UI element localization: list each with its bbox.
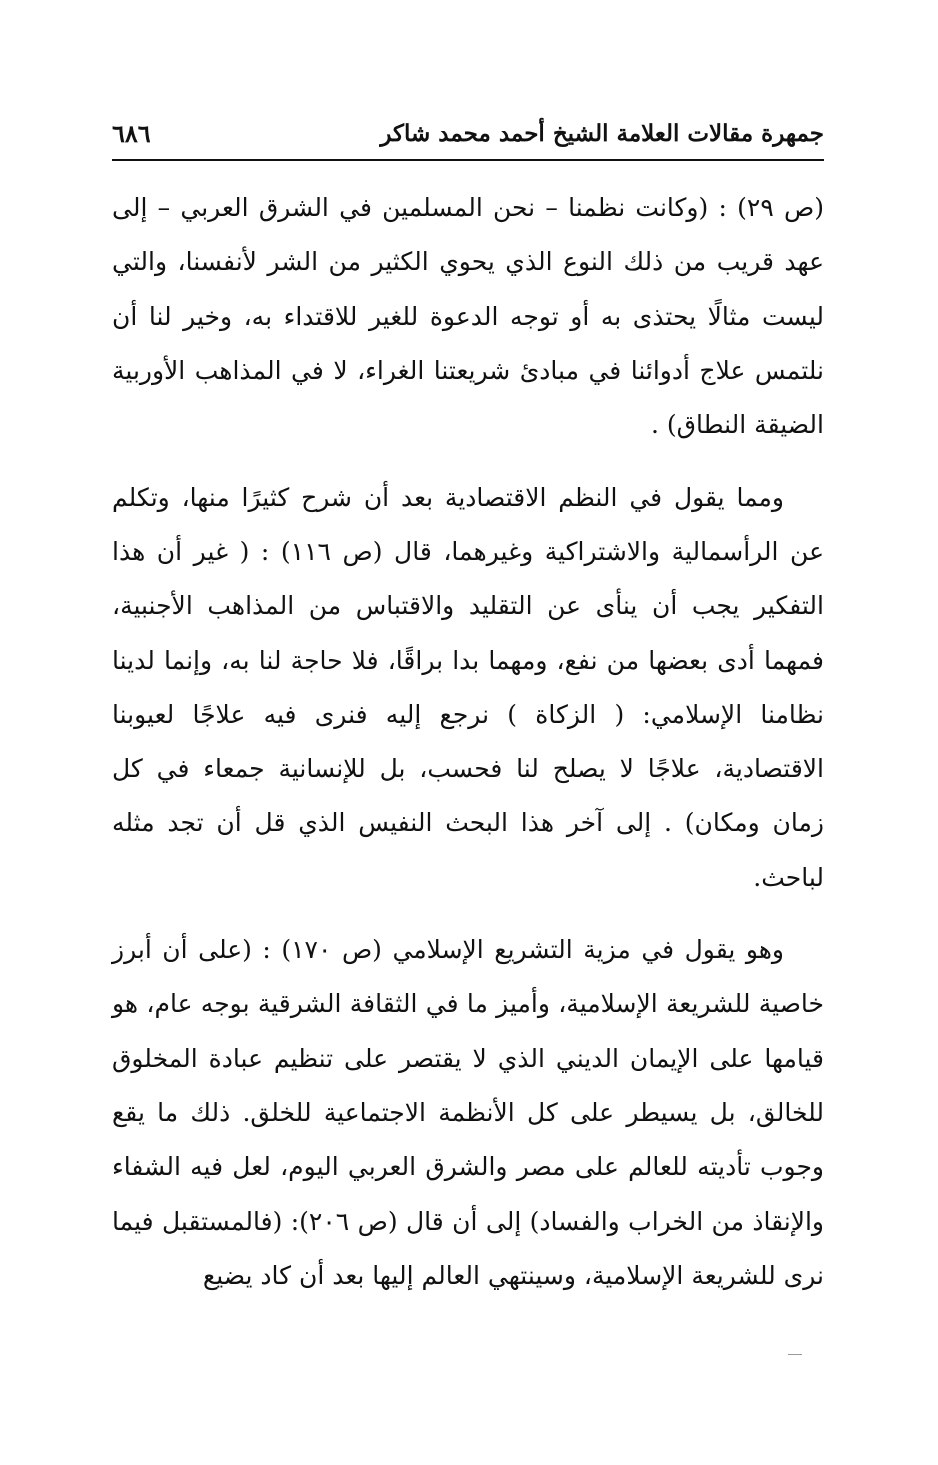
page-body bbox=[112, 181, 824, 1303]
running-title: جمهرة مقالات العلامة الشيخ أحمد محمد شاكر bbox=[380, 120, 824, 148]
running-header bbox=[112, 118, 824, 161]
scan-mark bbox=[788, 1354, 802, 1355]
paragraph-2: ومما يقول في النظم الاقتصادية بعد أن شرح كثيرًا منها، وتكلم عن الرأسمالية والاشتراكية وغيرهما، قال (ص ١١٦) : ( غير أن هذا التفكير يجب أن ينأى عن التقليد والاقتباس من المذاهب الأجنبية، فمهما أدى بعضها من نفع، ومهما بدا براقًا، فلا حاجة لنا به، وإنما لدينا نظامنا الإسلامي: ( الزكاة ) نرجع إليه فنرى فيه علاجًا لعيوبنا الاقتصادية، علاجًا لا يصلح لنا فحسب، بل للإنسانية جمعاء في كل زمان ومكان) . إلى آخر هذا البحث النفيس الذي قل أن تجد مثله لباحث. bbox=[112, 482, 824, 892]
paragraph-1: (ص ٢٩) : (وكانت نظمنا – نحن المسلمين في الشرق العربي – إلى عهد قريب من ذلك النوع الذي يحوي الكثير من الشر لأنفسنا، والتي ليست مثالًا يحتذى به أو توجه الدعوة للغير للاقتداء به، وخير لنا أن نلتمس علاج أدوائنا في مبادئ شريعتنا الغراء، لا في المذاهب الأوربية الضيقة النطاق) . bbox=[112, 193, 824, 440]
paragraph-3: وهو يقول في مزية التشريع الإسلامي (ص ١٧٠) : (على أن أبرز خاصية للشريعة الإسلامية، وأميز ما في الثقافة الشرقية بوجه عام، هو قيامها على الإيمان الديني الذي لا يقتصر على تنظيم عبادة المخلوق للخالق، بل يسيطر على كل الأنظمة الاجتماعية للخلق. ذلك ما يقع وجوب تأديته للعالم على مصر والشرق العربي اليوم، لعل فيه الشفاء والإنقاذ من الخراب والفساد) إلى أن قال (ص ٢٠٦): (فالمستقبل فيما نرى للشريعة الإسلامية، وسينتهي العالم إليها بعد أن كاد يضيع bbox=[112, 935, 824, 1290]
page-number: ٦٨٦ bbox=[112, 119, 151, 148]
book-page bbox=[112, 118, 824, 1303]
